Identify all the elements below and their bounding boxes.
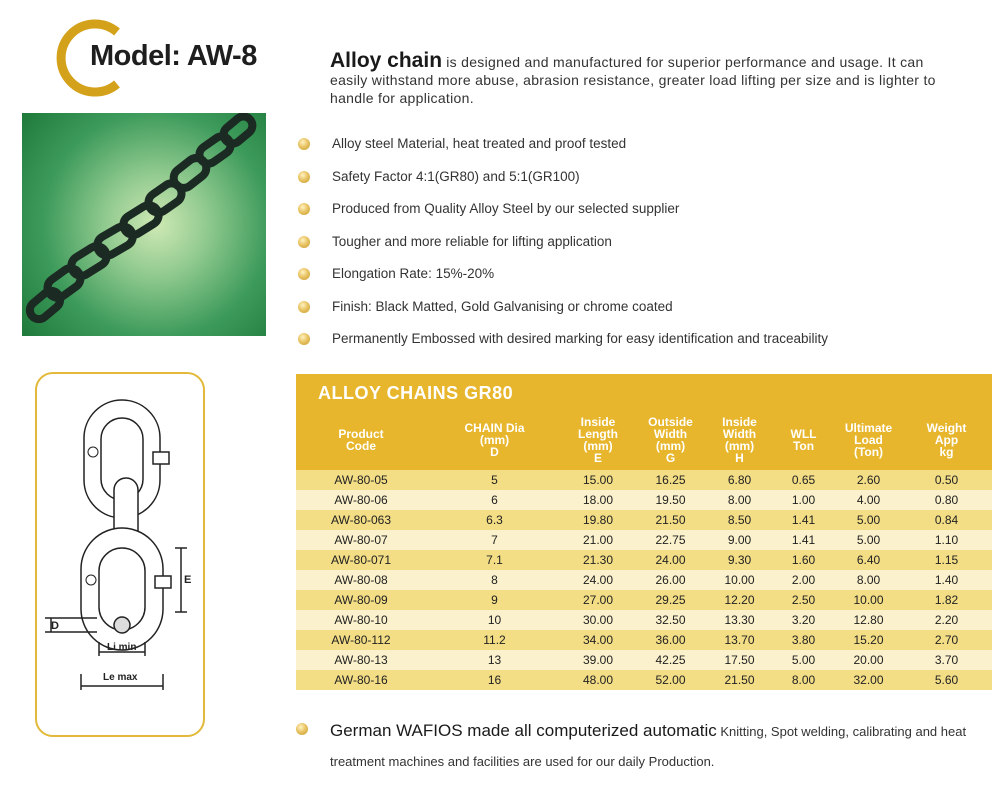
table-cell: 8.00 — [836, 570, 901, 590]
table-cell: 21.50 — [708, 670, 771, 690]
table-cell: 6.3 — [426, 510, 563, 530]
bullet-icon — [298, 333, 310, 345]
dimension-le-label: Le max — [103, 672, 138, 683]
table-row — [296, 510, 992, 530]
table-cell: 48.00 — [563, 670, 633, 690]
column-header: WLL Ton — [771, 409, 836, 470]
table-cell: 52.00 — [633, 670, 708, 690]
table-cell: 19.50 — [633, 490, 708, 510]
table-cell: 5.60 — [901, 670, 992, 690]
table-cell: 6.40 — [836, 550, 901, 570]
table-cell: 4.00 — [836, 490, 901, 510]
table-cell: 5 — [426, 470, 563, 490]
table-row — [296, 570, 992, 590]
table-cell: 9.00 — [708, 530, 771, 550]
model-title: Model: AW-8 — [90, 40, 257, 72]
bullet-icon — [298, 171, 310, 183]
column-header: Product Code — [296, 409, 426, 470]
bullet-icon — [296, 723, 308, 735]
column-header: CHAIN Dia (mm) D — [426, 409, 563, 470]
table-cell: 12.80 — [836, 610, 901, 630]
column-header: Inside Width (mm) H — [708, 409, 771, 470]
spec-table — [296, 409, 992, 690]
table-cell: 0.65 — [771, 470, 836, 490]
table-cell: 2.60 — [836, 470, 901, 490]
table-cell: 13.30 — [708, 610, 771, 630]
spec-table-section — [296, 374, 992, 690]
table-row — [296, 470, 992, 490]
table-cell: 1.82 — [901, 590, 992, 610]
table-cell: 2.70 — [901, 630, 992, 650]
table-cell: AW-80-112 — [296, 630, 426, 650]
table-cell: 10 — [426, 610, 563, 630]
table-cell: AW-80-07 — [296, 530, 426, 550]
table-cell: 32.50 — [633, 610, 708, 630]
table-header — [296, 409, 992, 470]
table-cell: 5.00 — [836, 510, 901, 530]
table-cell: 5.00 — [836, 530, 901, 550]
table-cell: 15.20 — [836, 630, 901, 650]
table-cell: AW-80-09 — [296, 590, 426, 610]
production-lead: German WAFIOS made all computerized automatic — [330, 721, 717, 740]
feature-item: Produced from Quality Alloy Steel by our selected supplier — [298, 199, 988, 232]
table-cell: 6 — [426, 490, 563, 510]
feature-item: Safety Factor 4:1(GR80) and 5:1(GR100) — [298, 167, 988, 200]
table-cell: 8 — [426, 570, 563, 590]
table-cell: 22.75 — [633, 530, 708, 550]
table-cell: 21.30 — [563, 550, 633, 570]
column-header: Inside Length (mm) E — [563, 409, 633, 470]
table-cell: AW-80-13 — [296, 650, 426, 670]
feature-item: Elongation Rate: 15%-20% — [298, 264, 988, 297]
table-cell: 29.25 — [633, 590, 708, 610]
dimension-d-label: D — [51, 620, 59, 632]
table-row — [296, 630, 992, 650]
table-cell: 0.80 — [901, 490, 992, 510]
table-cell: 18.00 — [563, 490, 633, 510]
table-cell: 9 — [426, 590, 563, 610]
table-cell: 11.2 — [426, 630, 563, 650]
chain-photo — [22, 113, 266, 336]
logo — [55, 18, 285, 98]
table-cell: 42.25 — [633, 650, 708, 670]
table-cell: 7.1 — [426, 550, 563, 570]
table-cell: 30.00 — [563, 610, 633, 630]
table-cell: 24.00 — [633, 550, 708, 570]
table-row — [296, 610, 992, 630]
table-row — [296, 650, 992, 670]
table-cell: 10.00 — [836, 590, 901, 610]
table-cell: 1.41 — [771, 530, 836, 550]
table-cell: 24.00 — [563, 570, 633, 590]
table-cell: 7 — [426, 530, 563, 550]
feature-item: Tougher and more reliable for lifting application — [298, 232, 988, 265]
bullet-icon — [298, 203, 310, 215]
table-cell: AW-80-08 — [296, 570, 426, 590]
intro-lead: Alloy chain — [330, 49, 443, 72]
table-cell: 9.30 — [708, 550, 771, 570]
production-note — [296, 716, 996, 777]
table-cell: 1.10 — [901, 530, 992, 550]
chain-image-icon — [22, 113, 266, 336]
table-cell: 2.20 — [901, 610, 992, 630]
intro-text: is designed and manufactured for superior performance and usage. It can easily withstand more abuse, abrasion resistance, greater load lifting per size and is lighter to handle for application. — [330, 54, 936, 106]
production-text: Knitting, Spot welding, calibrating and heat treatment machines and facilities are used for our daily Production. — [330, 724, 967, 769]
table-cell: 26.00 — [633, 570, 708, 590]
table-row — [296, 590, 992, 610]
feature-item: Finish: Black Matted, Gold Galvanising or chrome coated — [298, 297, 988, 330]
table-cell: 1.00 — [771, 490, 836, 510]
table-cell: AW-80-16 — [296, 670, 426, 690]
table-cell: 13.70 — [708, 630, 771, 650]
table-cell: 0.50 — [901, 470, 992, 490]
table-cell: AW-80-071 — [296, 550, 426, 570]
table-cell: 34.00 — [563, 630, 633, 650]
table-cell: 32.00 — [836, 670, 901, 690]
table-cell: 1.41 — [771, 510, 836, 530]
table-title: ALLOY CHAINS GR80 — [296, 374, 992, 409]
table-cell: AW-80-10 — [296, 610, 426, 630]
table-cell: 12.20 — [708, 590, 771, 610]
table-cell: 15.00 — [563, 470, 633, 490]
table-cell: 27.00 — [563, 590, 633, 610]
table-cell: AW-80-05 — [296, 470, 426, 490]
table-cell: 0.84 — [901, 510, 992, 530]
table-cell: 39.00 — [563, 650, 633, 670]
table-cell: 5.00 — [771, 650, 836, 670]
dimension-e-label: E — [184, 574, 192, 586]
table-cell: 2.50 — [771, 590, 836, 610]
bullet-icon — [298, 268, 310, 280]
bullet-icon — [298, 236, 310, 248]
table-cell: 21.50 — [633, 510, 708, 530]
table-cell: 16.25 — [633, 470, 708, 490]
table-cell: 1.60 — [771, 550, 836, 570]
table-cell: 17.50 — [708, 650, 771, 670]
feature-item: Alloy steel Material, heat treated and proof tested — [298, 134, 988, 167]
table-cell: 21.00 — [563, 530, 633, 550]
intro-paragraph — [330, 49, 950, 107]
table-row — [296, 490, 992, 510]
table-cell: 1.40 — [901, 570, 992, 590]
table-cell: 36.00 — [633, 630, 708, 650]
column-header: Outside Width (mm) G — [633, 409, 708, 470]
bullet-icon — [298, 301, 310, 313]
table-cell: 3.80 — [771, 630, 836, 650]
table-cell: 8.00 — [771, 670, 836, 690]
table-cell: 6.80 — [708, 470, 771, 490]
table-cell: 19.80 — [563, 510, 633, 530]
table-row — [296, 550, 992, 570]
table-cell: 3.70 — [901, 650, 992, 670]
bullet-icon — [298, 138, 310, 150]
table-cell: 1.15 — [901, 550, 992, 570]
table-cell: 16 — [426, 670, 563, 690]
dimension-li-label: Li min — [107, 642, 137, 653]
chain-dimension-diagram — [35, 372, 205, 737]
table-cell: 2.00 — [771, 570, 836, 590]
table-cell: AW-80-063 — [296, 510, 426, 530]
table-cell: 20.00 — [836, 650, 901, 670]
table-cell: 13 — [426, 650, 563, 670]
column-header: Ultimate Load (Ton) — [836, 409, 901, 470]
table-cell: 8.50 — [708, 510, 771, 530]
feature-list — [298, 134, 988, 362]
column-header: Weight App kg — [901, 409, 992, 470]
table-row — [296, 530, 992, 550]
table-cell: 10.00 — [708, 570, 771, 590]
table-body — [296, 470, 992, 690]
table-cell: AW-80-06 — [296, 490, 426, 510]
table-cell: 8.00 — [708, 490, 771, 510]
feature-item: Permanently Embossed with desired marking for easy identification and traceability — [298, 329, 988, 362]
table-cell: 3.20 — [771, 610, 836, 630]
table-row — [296, 670, 992, 690]
